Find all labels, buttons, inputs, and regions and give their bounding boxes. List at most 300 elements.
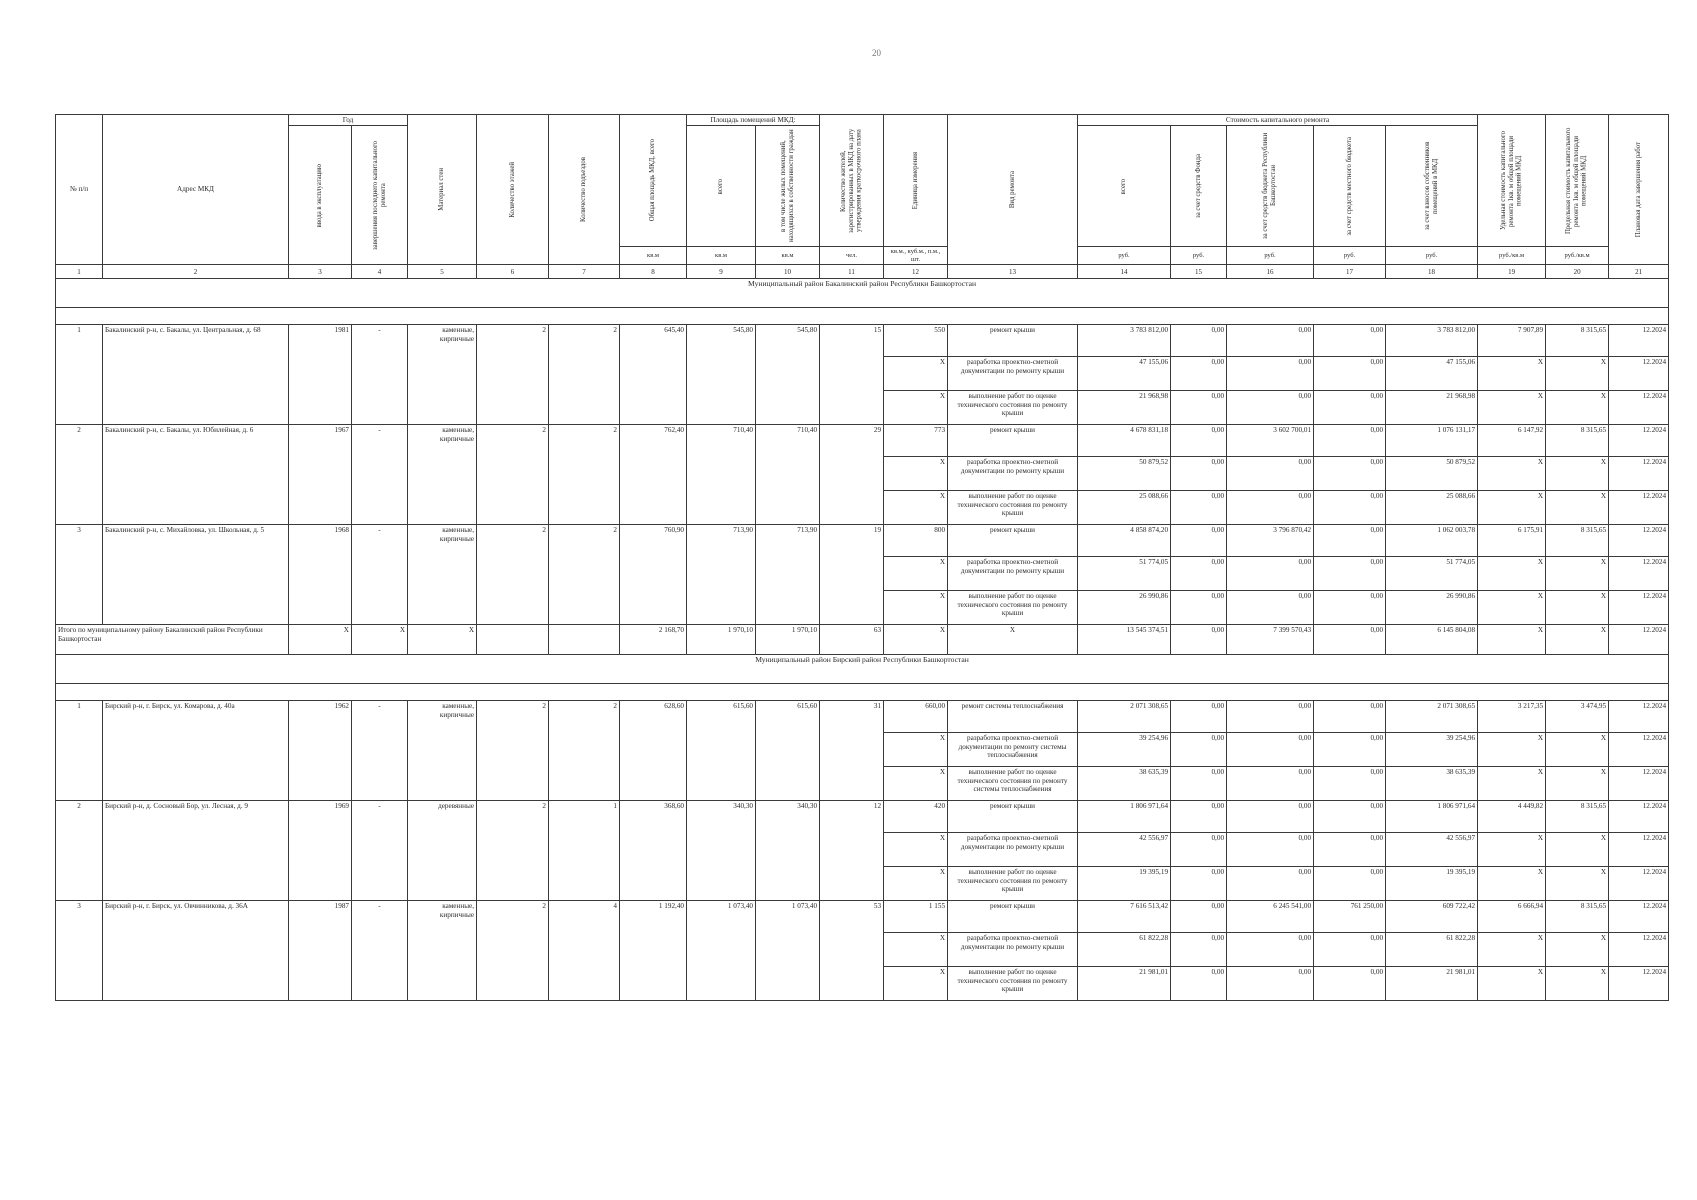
- header-year-last-repair: завершения последнего капитального ремонта: [352, 126, 408, 265]
- work-qty: X: [884, 391, 948, 425]
- house-premises: 545,80: [687, 325, 756, 425]
- total-last-repair: X: [352, 625, 408, 655]
- specific-cost: X: [1478, 357, 1546, 391]
- specific-cost: X: [1478, 733, 1546, 767]
- cost-republic: 0,00: [1227, 767, 1314, 801]
- cost-total: 3 783 812,00: [1078, 325, 1171, 357]
- unit-cell: кв.м: [687, 247, 756, 265]
- cost-republic: 0,00: [1227, 457, 1314, 491]
- cost-owners: 21 981,01: [1386, 967, 1478, 1001]
- house-year: 1967: [289, 425, 352, 525]
- cost-republic: 0,00: [1227, 591, 1314, 625]
- specific-cost: X: [1478, 833, 1546, 867]
- plan-date: 12.2024: [1609, 425, 1669, 457]
- plan-date: 12.2024: [1609, 801, 1669, 833]
- cost-local: 0,00: [1314, 867, 1386, 901]
- house-residential: 340,30: [756, 801, 820, 901]
- total-republic: 7 399 570,43: [1227, 625, 1314, 655]
- house-year: 1962: [289, 701, 352, 801]
- work-qty: 773: [884, 425, 948, 457]
- house-address: Бакалинский р-н, с. Михайловка, ул. Школьная, д. 5: [103, 525, 289, 625]
- spacer-cell: [56, 308, 1669, 325]
- cost-local: 0,00: [1314, 801, 1386, 833]
- unit-cell: чел.: [820, 247, 884, 265]
- work-qty: 660,00: [884, 701, 948, 733]
- house-last-repair: -: [352, 425, 408, 525]
- max-cost: X: [1546, 591, 1609, 625]
- work-name: ремонт системы теплоснабжения: [948, 701, 1078, 733]
- col-index: 4: [352, 265, 408, 279]
- total-year: X: [289, 625, 352, 655]
- specific-cost: X: [1478, 767, 1546, 801]
- work-qty: 800: [884, 525, 948, 557]
- house-area: 1 192,40: [620, 901, 687, 1001]
- work-name: выполнение работ по оценке технического состояния по ремонту крыши: [948, 967, 1078, 1001]
- plan-date: 12.2024: [1609, 733, 1669, 767]
- total-date: 12.2024: [1609, 625, 1669, 655]
- plan-date: 12.2024: [1609, 357, 1669, 391]
- spacer-row: [56, 684, 1669, 701]
- repair-plan-table: [55, 114, 1669, 1001]
- cost-owners: 42 556,97: [1386, 833, 1478, 867]
- house-area: 762,40: [620, 425, 687, 525]
- cost-owners: 1 062 003,78: [1386, 525, 1478, 557]
- col-index: 16: [1227, 265, 1314, 279]
- table-row: [56, 525, 1669, 557]
- cost-total: 50 879,52: [1078, 457, 1171, 491]
- cost-owners: 19 395,19: [1386, 867, 1478, 901]
- work-name: выполнение работ по оценке технического состояния по ремонту крыши: [948, 591, 1078, 625]
- header-cost-republic: за счет средств бюджета Республики Башкортостан: [1227, 126, 1314, 247]
- cost-total: 21 968,98: [1078, 391, 1171, 425]
- table-row: [56, 801, 1669, 833]
- work-name: выполнение работ по оценке технического состояния по ремонту системы теплоснабжения: [948, 767, 1078, 801]
- work-qty: X: [884, 867, 948, 901]
- cost-local: 0,00: [1314, 391, 1386, 425]
- specific-cost: 6 666,94: [1478, 901, 1546, 933]
- unit-cell: кв.м: [620, 247, 687, 265]
- header-cost-total: всего: [1078, 126, 1171, 247]
- cost-republic: 0,00: [1227, 325, 1314, 357]
- plan-date: 12.2024: [1609, 701, 1669, 733]
- table-header: [56, 115, 1669, 279]
- cost-fund: 0,00: [1171, 833, 1227, 867]
- max-cost: X: [1546, 867, 1609, 901]
- table-row: [56, 325, 1669, 357]
- col-index: 8: [620, 265, 687, 279]
- header-entrances: Количество подъездов: [549, 115, 620, 265]
- house-floors: 2: [477, 701, 549, 801]
- col-index: 10: [756, 265, 820, 279]
- max-cost: X: [1546, 391, 1609, 425]
- house-floors: 2: [477, 325, 549, 425]
- cost-fund: 0,00: [1171, 701, 1227, 733]
- specific-cost: X: [1478, 867, 1546, 901]
- work-name: ремонт крыши: [948, 525, 1078, 557]
- house-premises: 713,90: [687, 525, 756, 625]
- house-num: 3: [56, 901, 103, 1001]
- header-unit: Единица измерения: [884, 115, 948, 247]
- cost-total: 38 635,39: [1078, 767, 1171, 801]
- house-area: 760,90: [620, 525, 687, 625]
- specific-cost: 3 217,35: [1478, 701, 1546, 733]
- unit-cell: руб.: [1227, 247, 1314, 265]
- cost-owners: 26 990,86: [1386, 591, 1478, 625]
- total-residents: 63: [820, 625, 884, 655]
- col-index: 7: [549, 265, 620, 279]
- house-area: 645,40: [620, 325, 687, 425]
- house-residential: 1 073,40: [756, 901, 820, 1001]
- cost-republic: 0,00: [1227, 557, 1314, 591]
- plan-date: 12.2024: [1609, 901, 1669, 933]
- plan-date: 12.2024: [1609, 391, 1669, 425]
- header-floors: Количество этажей: [477, 115, 549, 265]
- cost-republic: 0,00: [1227, 933, 1314, 967]
- header-address: Адрес МКД: [103, 115, 289, 265]
- cost-republic: 0,00: [1227, 391, 1314, 425]
- house-last-repair: -: [352, 325, 408, 425]
- total-floors: [477, 625, 549, 655]
- cost-owners: 609 722,42: [1386, 901, 1478, 933]
- total-local: 0,00: [1314, 625, 1386, 655]
- total-qty: X: [884, 625, 948, 655]
- cost-fund: 0,00: [1171, 591, 1227, 625]
- cost-republic: 0,00: [1227, 967, 1314, 1001]
- specific-cost: X: [1478, 967, 1546, 1001]
- max-cost: 3 474,95: [1546, 701, 1609, 733]
- cost-total: 4 858 874,20: [1078, 525, 1171, 557]
- house-num: 3: [56, 525, 103, 625]
- cost-fund: 0,00: [1171, 391, 1227, 425]
- max-cost: X: [1546, 557, 1609, 591]
- cost-total: 19 395,19: [1078, 867, 1171, 901]
- house-area: 368,60: [620, 801, 687, 901]
- cost-local: 0,00: [1314, 325, 1386, 357]
- col-index: 2: [103, 265, 289, 279]
- work-name: разработка проектно-сметной документации по ремонту крыши: [948, 457, 1078, 491]
- cost-local: 0,00: [1314, 491, 1386, 525]
- header-plan-date: Плановая дата завершения работ: [1609, 115, 1669, 265]
- work-qty: X: [884, 767, 948, 801]
- cost-local: 0,00: [1314, 425, 1386, 457]
- work-qty: X: [884, 591, 948, 625]
- col-index: 12: [884, 265, 948, 279]
- house-premises: 615,60: [687, 701, 756, 801]
- cost-fund: 0,00: [1171, 933, 1227, 967]
- house-last-repair: -: [352, 801, 408, 901]
- work-name: разработка проектно-сметной документации по ремонту крыши: [948, 833, 1078, 867]
- work-name: ремонт крыши: [948, 425, 1078, 457]
- cost-local: 761 250,00: [1314, 901, 1386, 933]
- unit-cell: руб./кв.м: [1478, 247, 1546, 265]
- work-qty: X: [884, 357, 948, 391]
- house-residents: 19: [820, 525, 884, 625]
- cost-total: 42 556,97: [1078, 833, 1171, 867]
- plan-date: 12.2024: [1609, 457, 1669, 491]
- cost-fund: 0,00: [1171, 867, 1227, 901]
- house-address: Бирский р-н, г. Бирск, ул. Комарова, д. 40а: [103, 701, 289, 801]
- table-row: [56, 901, 1669, 933]
- cost-republic: 0,00: [1227, 801, 1314, 833]
- municipality-row: [56, 655, 1669, 684]
- specific-cost: X: [1478, 391, 1546, 425]
- header-specific-cost: Удельная стоимость капитального ремонта 1кв. м общей площади помещений МКД: [1478, 115, 1546, 247]
- cost-owners: 1 806 971,64: [1386, 801, 1478, 833]
- house-entrances: 2: [549, 525, 620, 625]
- table-body: [56, 279, 1669, 1001]
- plan-date: 12.2024: [1609, 491, 1669, 525]
- col-index: 17: [1314, 265, 1386, 279]
- cost-republic: 6 245 541,00: [1227, 901, 1314, 933]
- house-area: 628,60: [620, 701, 687, 801]
- cost-fund: 0,00: [1171, 325, 1227, 357]
- work-qty: X: [884, 967, 948, 1001]
- house-residential: 545,80: [756, 325, 820, 425]
- cost-owners: 1 076 131,17: [1386, 425, 1478, 457]
- work-name: разработка проектно-сметной документации по ремонту системы теплоснабжения: [948, 733, 1078, 767]
- cost-local: 0,00: [1314, 933, 1386, 967]
- col-index: 15: [1171, 265, 1227, 279]
- max-cost: X: [1546, 357, 1609, 391]
- cost-local: 0,00: [1314, 525, 1386, 557]
- col-index: 20: [1546, 265, 1609, 279]
- house-floors: 2: [477, 425, 549, 525]
- specific-cost: 6 175,91: [1478, 525, 1546, 557]
- max-cost: X: [1546, 457, 1609, 491]
- cost-fund: 0,00: [1171, 357, 1227, 391]
- cost-owners: 50 879,52: [1386, 457, 1478, 491]
- cost-total: 7 616 513,42: [1078, 901, 1171, 933]
- house-material: каменные, кирпичные: [408, 701, 477, 801]
- col-index: 6: [477, 265, 549, 279]
- specific-cost: X: [1478, 457, 1546, 491]
- cost-owners: 47 155,06: [1386, 357, 1478, 391]
- header-num: № п/п: [56, 115, 103, 265]
- header-cost-fund: за счет средств Фонда: [1171, 126, 1227, 247]
- work-name: выполнение работ по оценке технического состояния по ремонту крыши: [948, 491, 1078, 525]
- municipality-title: Муниципальный район Бирский район Республики Башкортостан: [56, 655, 1669, 684]
- cost-total: 25 088,66: [1078, 491, 1171, 525]
- table-row: [56, 701, 1669, 733]
- col-index: 5: [408, 265, 477, 279]
- work-name: выполнение работ по оценке технического состояния по ремонту крыши: [948, 867, 1078, 901]
- work-name: ремонт крыши: [948, 901, 1078, 933]
- plan-date: 12.2024: [1609, 557, 1669, 591]
- plan-date: 12.2024: [1609, 525, 1669, 557]
- plan-date: 12.2024: [1609, 833, 1669, 867]
- house-address: Бирский р-н, г. Бирск, ул. Овчинникова, д. 36А: [103, 901, 289, 1001]
- plan-date: 12.2024: [1609, 967, 1669, 1001]
- specific-cost: X: [1478, 591, 1546, 625]
- max-cost: X: [1546, 967, 1609, 1001]
- house-residents: 15: [820, 325, 884, 425]
- cost-fund: 0,00: [1171, 901, 1227, 933]
- header-total-area: Общая площадь МКД, всего: [620, 115, 687, 247]
- cost-owners: 3 783 812,00: [1386, 325, 1478, 357]
- col-index: 3: [289, 265, 352, 279]
- cost-fund: 0,00: [1171, 801, 1227, 833]
- house-premises: 340,30: [687, 801, 756, 901]
- house-material: каменные, кирпичные: [408, 901, 477, 1001]
- house-premises: 1 073,40: [687, 901, 756, 1001]
- house-residents: 12: [820, 801, 884, 901]
- header-year-commission: ввода в эксплуатацию: [289, 126, 352, 265]
- cost-owners: 38 635,39: [1386, 767, 1478, 801]
- work-name: выполнение работ по оценке технического состояния по ремонту крыши: [948, 391, 1078, 425]
- max-cost: X: [1546, 767, 1609, 801]
- work-qty: X: [884, 457, 948, 491]
- house-entrances: 2: [549, 425, 620, 525]
- house-residents: 31: [820, 701, 884, 801]
- header-premises-total: всего: [687, 126, 756, 247]
- house-year: 1981: [289, 325, 352, 425]
- specific-cost: 6 147,92: [1478, 425, 1546, 457]
- total-residential: 1 970,10: [756, 625, 820, 655]
- total-spec: X: [1478, 625, 1546, 655]
- house-floors: 2: [477, 801, 549, 901]
- cost-republic: 0,00: [1227, 701, 1314, 733]
- work-qty: X: [884, 491, 948, 525]
- house-year: 1969: [289, 801, 352, 901]
- cost-total: 2 071 308,65: [1078, 701, 1171, 733]
- house-premises: 710,40: [687, 425, 756, 525]
- total-row: [56, 625, 1669, 655]
- cost-fund: 0,00: [1171, 525, 1227, 557]
- cost-total: 26 990,86: [1078, 591, 1171, 625]
- cost-total: 61 822,28: [1078, 933, 1171, 967]
- house-floors: 2: [477, 525, 549, 625]
- max-cost: X: [1546, 833, 1609, 867]
- unit-cell: руб./кв.м: [1546, 247, 1609, 265]
- cost-fund: 0,00: [1171, 733, 1227, 767]
- unit-cell: кв.м., куб.м., п.м., шт.: [884, 247, 948, 265]
- work-name: ремонт крыши: [948, 325, 1078, 357]
- max-cost: X: [1546, 733, 1609, 767]
- cost-fund: 0,00: [1171, 425, 1227, 457]
- total-owners: 6 145 804,08: [1386, 625, 1478, 655]
- cost-total: 1 806 971,64: [1078, 801, 1171, 833]
- work-name: разработка проектно-сметной документации по ремонту крыши: [948, 357, 1078, 391]
- spacer-cell: [56, 684, 1669, 701]
- header-cost-owners: за счет взносов собственников помещений в МКД: [1386, 126, 1478, 247]
- cost-fund: 0,00: [1171, 457, 1227, 491]
- col-index: 11: [820, 265, 884, 279]
- unit-cell: руб.: [1386, 247, 1478, 265]
- total-work-name: X: [948, 625, 1078, 655]
- cost-republic: 0,00: [1227, 833, 1314, 867]
- max-cost: X: [1546, 491, 1609, 525]
- house-material: каменные, кирпичные: [408, 425, 477, 525]
- cost-owners: 25 088,66: [1386, 491, 1478, 525]
- cost-republic: 3 796 870,42: [1227, 525, 1314, 557]
- cost-republic: 0,00: [1227, 733, 1314, 767]
- cost-total: 39 254,96: [1078, 733, 1171, 767]
- header-premises-residential: в том числе жилых помещений, находящихся в собственности граждан: [756, 126, 820, 247]
- cost-owners: 39 254,96: [1386, 733, 1478, 767]
- cost-fund: 0,00: [1171, 767, 1227, 801]
- cost-total: 4 678 831,18: [1078, 425, 1171, 457]
- col-index: 21: [1609, 265, 1669, 279]
- page-number: 20: [872, 48, 881, 58]
- specific-cost: X: [1478, 557, 1546, 591]
- work-qty: X: [884, 833, 948, 867]
- work-name: ремонт крыши: [948, 801, 1078, 833]
- max-cost: 8 315,65: [1546, 525, 1609, 557]
- house-num: 1: [56, 325, 103, 425]
- plan-date: 12.2024: [1609, 767, 1669, 801]
- house-last-repair: -: [352, 901, 408, 1001]
- work-qty: X: [884, 733, 948, 767]
- total-cost: 13 545 374,51: [1078, 625, 1171, 655]
- header-cost-group: Стоимость капитального ремонта: [1078, 115, 1478, 126]
- work-name: разработка проектно-сметной документации по ремонту крыши: [948, 557, 1078, 591]
- col-index: 19: [1478, 265, 1546, 279]
- header-year-group: Год: [289, 115, 408, 126]
- house-year: 1968: [289, 525, 352, 625]
- cost-local: 0,00: [1314, 357, 1386, 391]
- cost-local: 0,00: [1314, 701, 1386, 733]
- repair-plan-sheet: [55, 114, 1668, 1001]
- house-address: Бакалинский р-н, с. Бакалы, ул. Юбилейная, д. 6: [103, 425, 289, 525]
- work-qty: X: [884, 933, 948, 967]
- col-index: 18: [1386, 265, 1478, 279]
- work-name: разработка проектно-сметной документации по ремонту крыши: [948, 933, 1078, 967]
- house-residential: 713,90: [756, 525, 820, 625]
- work-qty: 1 155: [884, 901, 948, 933]
- max-cost: X: [1546, 933, 1609, 967]
- spacer-row: [56, 308, 1669, 325]
- col-index: 14: [1078, 265, 1171, 279]
- total-label: Итого по муниципальному району Бакалинский район Республики Башкортостан: [56, 625, 289, 655]
- house-num: 2: [56, 425, 103, 525]
- house-num: 2: [56, 801, 103, 901]
- house-entrances: 2: [549, 701, 620, 801]
- header-cost-local: за счет средств местного бюджета: [1314, 126, 1386, 247]
- specific-cost: 7 907,89: [1478, 325, 1546, 357]
- total-entrances: [549, 625, 620, 655]
- house-entrances: 1: [549, 801, 620, 901]
- cost-local: 0,00: [1314, 557, 1386, 591]
- col-index: 9: [687, 265, 756, 279]
- work-qty: X: [884, 557, 948, 591]
- cost-owners: 51 774,05: [1386, 557, 1478, 591]
- house-year: 1987: [289, 901, 352, 1001]
- house-last-repair: -: [352, 525, 408, 625]
- house-last-repair: -: [352, 701, 408, 801]
- header-max-cost: Предельная стоимость капитального ремонта 1кв. м общей площади помещений МКД: [1546, 115, 1609, 247]
- cost-total: 21 981,01: [1078, 967, 1171, 1001]
- work-qty: 420: [884, 801, 948, 833]
- house-floors: 2: [477, 901, 549, 1001]
- total-fund: 0,00: [1171, 625, 1227, 655]
- plan-date: 12.2024: [1609, 591, 1669, 625]
- house-material: деревянные: [408, 801, 477, 901]
- unit-cell: руб.: [1078, 247, 1171, 265]
- max-cost: 8 315,65: [1546, 325, 1609, 357]
- cost-local: 0,00: [1314, 733, 1386, 767]
- specific-cost: 4 449,82: [1478, 801, 1546, 833]
- max-cost: 8 315,65: [1546, 425, 1609, 457]
- cost-local: 0,00: [1314, 767, 1386, 801]
- col-index: 1: [56, 265, 103, 279]
- unit-cell: руб.: [1171, 247, 1227, 265]
- cost-local: 0,00: [1314, 833, 1386, 867]
- cost-total: 47 155,06: [1078, 357, 1171, 391]
- house-material: каменные, кирпичные: [408, 525, 477, 625]
- house-residents: 53: [820, 901, 884, 1001]
- plan-date: 12.2024: [1609, 325, 1669, 357]
- column-index-row: [56, 265, 1669, 279]
